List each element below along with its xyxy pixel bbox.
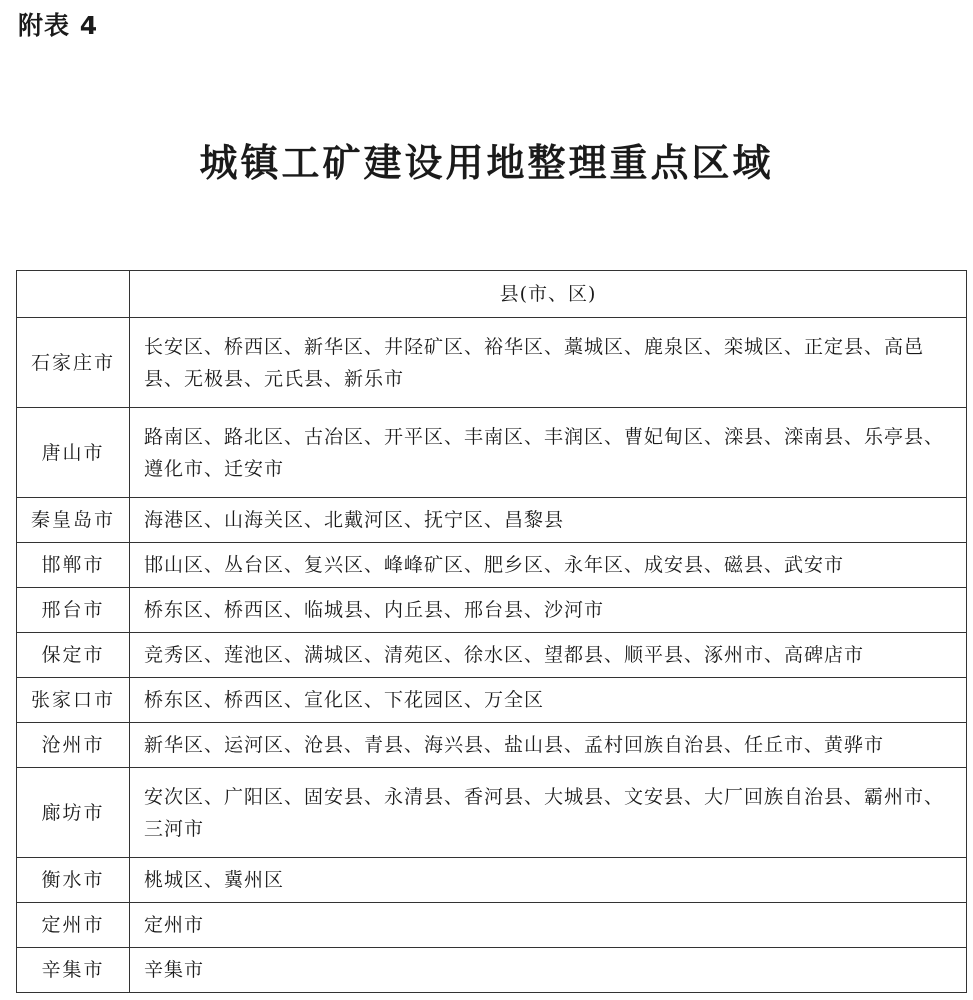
table-row — [17, 678, 967, 723]
city-cell: 沧州市 — [17, 723, 130, 768]
table-row — [17, 633, 967, 678]
appendix-label: 附表 4 — [18, 11, 99, 40]
counties-cell: 邯山区、丛台区、复兴区、峰峰矿区、肥乡区、永年区、成安县、磁县、武安市 — [130, 543, 967, 588]
header-empty-cell — [17, 271, 130, 318]
table-row — [17, 858, 967, 903]
city-cell: 衡水市 — [17, 858, 130, 903]
table-row — [17, 408, 967, 498]
city-cell: 唐山市 — [17, 408, 130, 498]
table-row — [17, 948, 967, 993]
city-cell: 石家庄市 — [17, 318, 130, 408]
counties-cell: 桥东区、桥西区、宣化区、下花园区、万全区 — [130, 678, 967, 723]
counties-cell: 长安区、桥西区、新华区、井陉矿区、裕华区、藁城区、鹿泉区、栾城区、正定县、高邑县、无极县、元氏县、新乐市 — [130, 318, 967, 408]
counties-cell: 辛集市 — [130, 948, 967, 993]
table-row — [17, 903, 967, 948]
city-cell: 廊坊市 — [17, 768, 130, 858]
table-row — [17, 768, 967, 858]
document-title: 城镇工矿建设用地整理重点区域 — [199, 141, 774, 185]
column-header-counties: 县(市、区) — [130, 271, 967, 318]
counties-cell: 安次区、广阳区、固安县、永清县、香河县、大城县、文安县、大厂回族自治县、霸州市、三河市 — [130, 768, 967, 858]
counties-cell: 路南区、路北区、古冶区、开平区、丰南区、丰润区、曹妃甸区、滦县、滦南县、乐亭县、遵化市、迁安市 — [130, 408, 967, 498]
table-row — [17, 588, 967, 633]
city-cell: 保定市 — [17, 633, 130, 678]
counties-cell: 竞秀区、莲池区、满城区、清苑区、徐水区、望都县、顺平县、涿州市、高碑店市 — [130, 633, 967, 678]
city-cell: 邢台市 — [17, 588, 130, 633]
counties-cell: 桥东区、桥西区、临城县、内丘县、邢台县、沙河市 — [130, 588, 967, 633]
city-cell: 定州市 — [17, 903, 130, 948]
table-row — [17, 543, 967, 588]
counties-cell: 定州市 — [130, 903, 967, 948]
region-table — [16, 270, 967, 993]
city-cell: 邯郸市 — [17, 543, 130, 588]
table-row — [17, 318, 967, 408]
table-row — [17, 723, 967, 768]
counties-cell: 新华区、运河区、沧县、青县、海兴县、盐山县、孟村回族自治县、任丘市、黄骅市 — [130, 723, 967, 768]
table-header-row — [17, 271, 967, 318]
table-row — [17, 498, 967, 543]
counties-cell: 桃城区、冀州区 — [130, 858, 967, 903]
city-cell: 秦皇岛市 — [17, 498, 130, 543]
city-cell: 辛集市 — [17, 948, 130, 993]
city-cell: 张家口市 — [17, 678, 130, 723]
counties-cell: 海港区、山海关区、北戴河区、抚宁区、昌黎县 — [130, 498, 967, 543]
